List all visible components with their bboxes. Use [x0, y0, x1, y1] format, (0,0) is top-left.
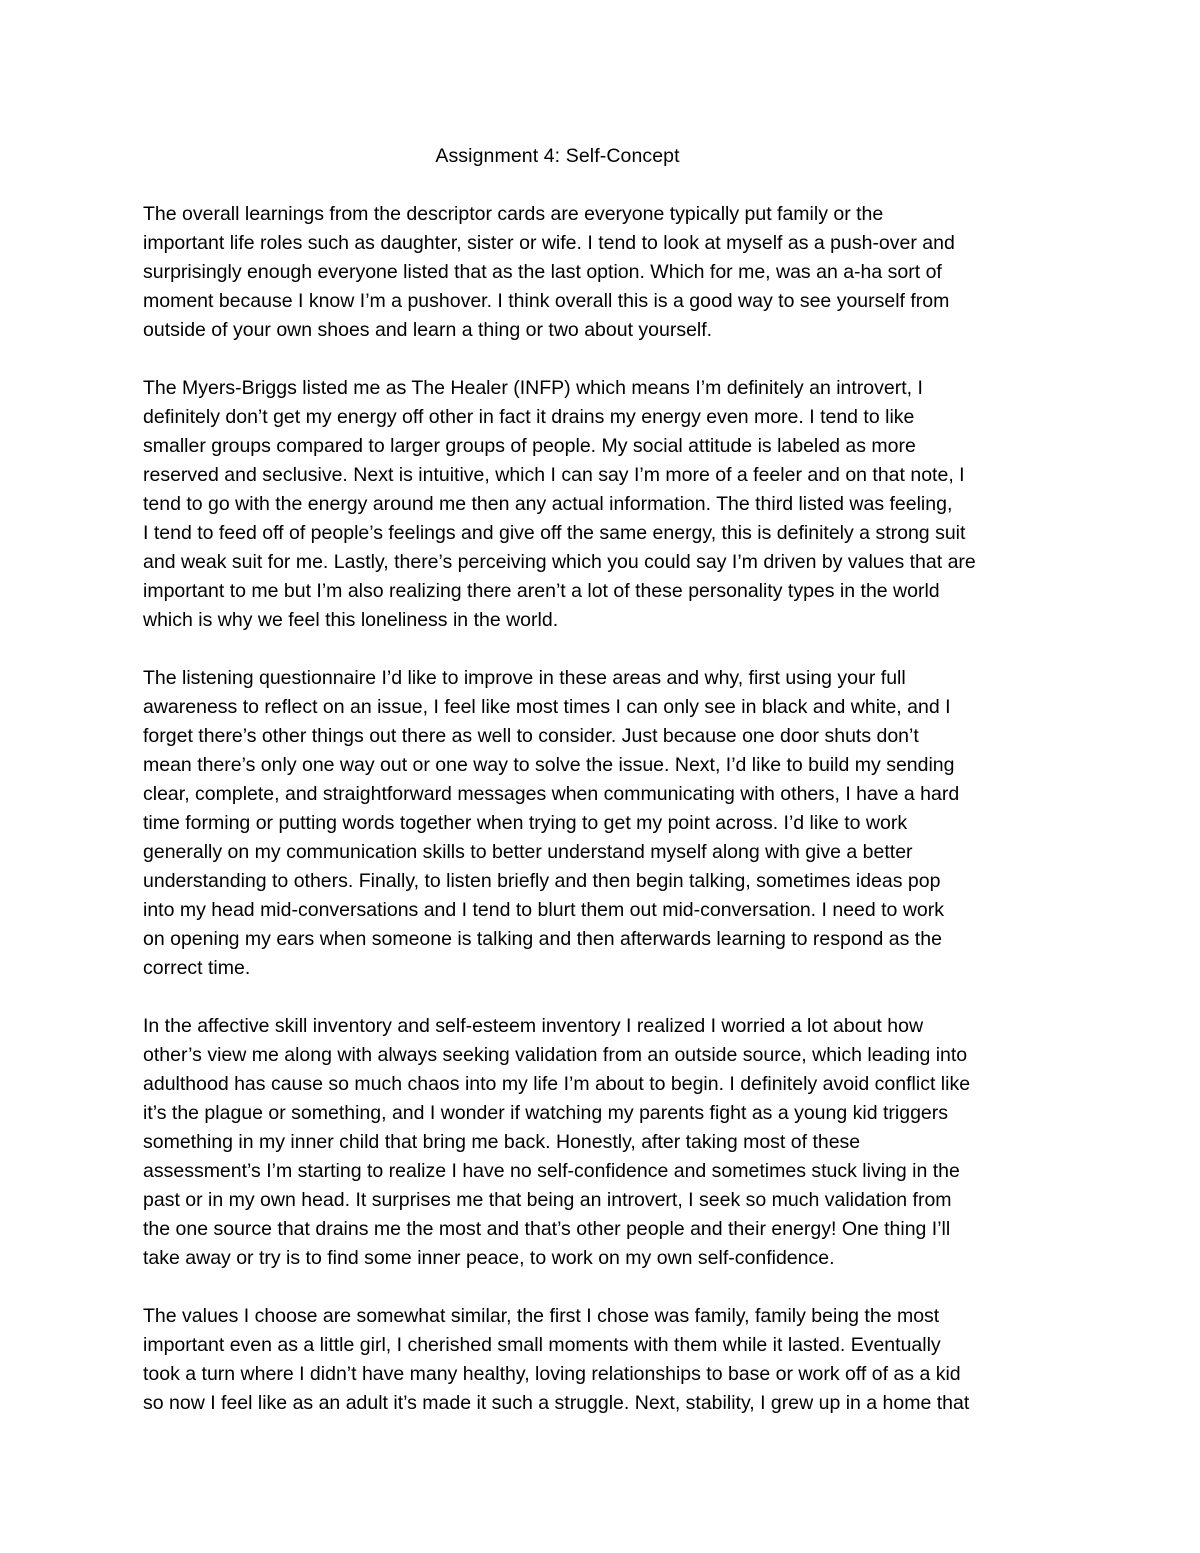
document-body [143, 200, 1073, 1447]
text-line: important life roles such as daughter, sister or wife. I tend to look at myself as a push-over and [143, 232, 955, 254]
text-line: the one source that drains me the most and that’s other people and their energy! One thing I’ll [143, 1218, 951, 1240]
text-line: The listening questionnaire I’d like to improve in these areas and why, first using your full [143, 667, 906, 689]
text-line: and weak suit for me. Lastly, there’s perceiving which you could say I’m driven by values that are [143, 551, 976, 573]
text-line: something in my inner child that bring me back. Honestly, after taking most of these [143, 1131, 861, 1153]
paragraph-values [143, 1302, 1073, 1418]
text-line: took a turn where I didn’t have many healthy, loving relationships to base or work off of as a kid [143, 1363, 961, 1385]
text-line: so now I feel like as an adult it’s made it such a struggle. Next, stability, I grew up in a home that [143, 1392, 970, 1414]
text-line: assessment’s I’m starting to realize I have no self-confidence and sometimes stuck living in the [143, 1160, 960, 1182]
text-line: forget there’s other things out there as well to consider. Just because one door shuts don’t [143, 725, 919, 747]
text-line: generally on my communication skills to better understand myself along with give a better [143, 841, 913, 863]
text-line: The overall learnings from the descriptor cards are everyone typically put family or the [143, 203, 884, 225]
text-line: In the affective skill inventory and self-esteem inventory I realized I worried a lot about how [143, 1015, 924, 1037]
text-line: I tend to feed off of people’s feelings and give off the same energy, this is definitely a strong suit [143, 522, 966, 544]
text-line: important even as a little girl, I cherished small moments with them while it lasted. Eventually [143, 1334, 941, 1356]
text-line: outside of your own shoes and learn a thing or two about yourself. [143, 319, 713, 341]
text-line: smaller groups compared to larger groups of people. My social attitude is labeled as more [143, 435, 916, 457]
text-line: surprisingly enough everyone listed that as the last option. Which for me, was an a-ha sort of [143, 261, 942, 283]
text-line: awareness to reflect on an issue, I feel like most times I can only see in black and white, and I [143, 696, 951, 718]
text-line: The Myers-Briggs listed me as The Healer (INFP) which means I’m definitely an introvert, I [143, 377, 923, 399]
text-line: into my head mid-conversations and I tend to blurt them out mid-conversation. I need to work [143, 899, 944, 921]
text-line: time forming or putting words together when trying to get my point across. I’d like to work [143, 812, 908, 834]
text-line: past or in my own head. It surprises me that being an introvert, I seek so much validation from [143, 1189, 952, 1211]
text-line: adulthood has cause so much chaos into my life I’m about to begin. I definitely avoid conflict like [143, 1073, 971, 1095]
text-line: correct time. [143, 957, 251, 979]
text-line: reserved and seclusive. Next is intuitive, which I can say I’m more of a feeler and on that note, I [143, 464, 965, 486]
text-line: it’s the plague or something, and I wonder if watching my parents fight as a young kid triggers [143, 1102, 949, 1124]
text-line: important to me but I’m also realizing there aren’t a lot of these personality types in the world [143, 580, 940, 602]
paragraph-descriptor-cards [143, 200, 1073, 345]
text-line: take away or try is to find some inner peace, to work on my own self-confidence. [143, 1247, 835, 1269]
text-line: tend to go with the energy around me then any actual information. The third listed was feeling, [143, 493, 953, 515]
paragraph-skill-inventory [143, 1012, 1073, 1273]
text-line: mean there’s only one way out or one way to solve the issue. Next, I’d like to build my sending [143, 754, 955, 776]
document-title: Assignment 4: Self-Concept [435, 145, 680, 167]
text-line: on opening my ears when someone is talking and then afterwards learning to respond as the [143, 928, 942, 950]
text-line: definitely don’t get my energy off other in fact it drains my energy even more. I tend to like [143, 406, 915, 428]
text-line: moment because I know I’m a pushover. I think overall this is a good way to see yourself from [143, 290, 950, 312]
paragraph-listening-questionnaire [143, 664, 1073, 983]
text-line: understanding to others. Finally, to listen briefly and then begin talking, sometimes ideas pop [143, 870, 941, 892]
paragraph-myers-briggs [143, 374, 1073, 635]
text-line: The values I choose are somewhat similar, the first I chose was family, family being the most [143, 1305, 940, 1327]
text-line: which is why we feel this loneliness in the world. [143, 609, 559, 631]
text-line: other’s view me along with always seeking validation from an outside source, which leading into [143, 1044, 968, 1066]
text-line: clear, complete, and straightforward messages when communicating with others, I have a hard [143, 783, 960, 805]
